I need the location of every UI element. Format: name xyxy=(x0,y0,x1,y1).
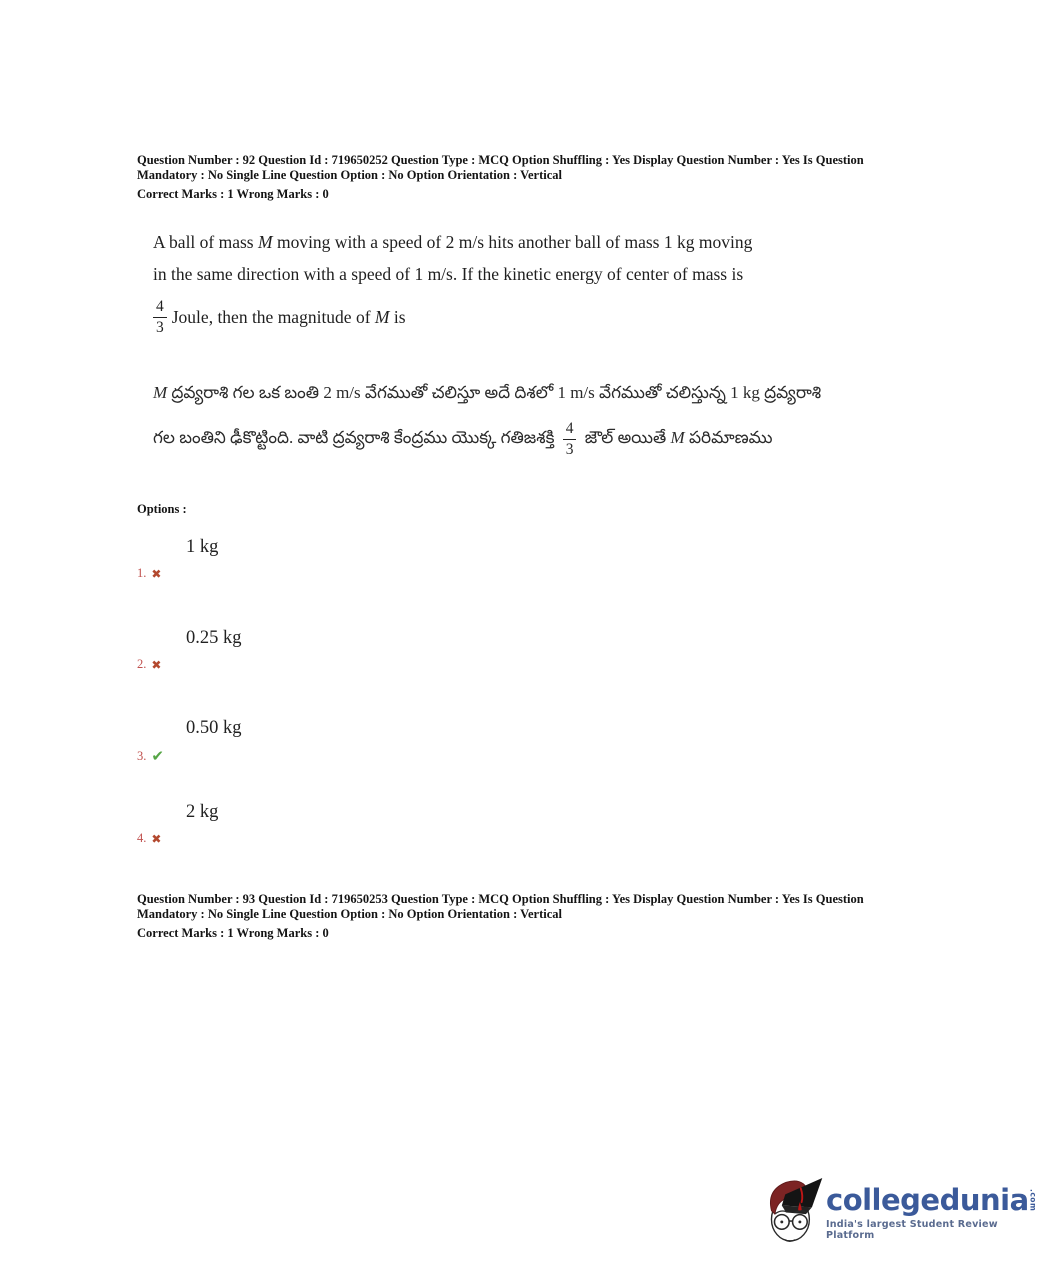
option-2-label: 0.25 kg xyxy=(186,628,242,648)
question-93-meta-line-1: Question Number : 93 Question Id : 719650253 Question Type : MCQ Option Shuffling : Yes Display Question Number : Yes Is Question xyxy=(137,892,864,906)
brand-wordmark: collegedunia xyxy=(826,1183,1029,1217)
mascot-icon xyxy=(762,1167,824,1251)
brand-tld: .com xyxy=(1028,1189,1038,1212)
wrong-mark-icon: ✖ xyxy=(151,831,162,846)
option-row-1 xyxy=(137,534,437,581)
option-row-2 xyxy=(137,625,437,672)
question-line-3: $\frac{4}{3}$ Joule, then the magnitude of M is xyxy=(153,298,833,337)
variable-m: M xyxy=(258,232,273,252)
collegedunia-logo xyxy=(762,1167,1038,1251)
question-93-marks: Correct Marks : 1 Wrong Marks : 0 xyxy=(137,926,329,940)
question-line-1: A ball of mass M moving with a speed of 2 m/s hits another ball of mass 1 kg moving xyxy=(153,232,753,252)
question-92-text-telugu: M ద్రవ్యరాశి గల ఒక బంతి 2 m/s వేగముతో చలిస్తూ అదే దిశలో 1 m/s వేగముతో చలిస్తున్న 1 kg ద్రవ్యరాశి గల బంతిని ఢీకొట్టింది. వాటి ద్రవ్యరాశి కేంద్రము యొక్క గతిజశక్తి $\frac{4}{3}$ జౌల్ అయితే M పరిమాణము xyxy=(153,383,822,458)
option-4-label: 2 kg xyxy=(186,802,219,822)
question-92-meta-line-1: Question Number : 92 Question Id : 719650252 Question Type : MCQ Option Shuffling : Yes Display Question Number : Yes Is Question xyxy=(137,153,864,167)
question-line-2: in the same direction with a speed of 1 m/s. If the kinetic energy of center of mass is xyxy=(153,264,744,284)
option-3-number: 3. xyxy=(137,748,147,763)
option-1-label: 1 kg xyxy=(186,537,219,557)
question-92-meta xyxy=(137,153,915,202)
question-93-meta-line-2: Mandatory : No Single Line Question Option : No Option Orientation : Vertical xyxy=(137,907,563,921)
question-92-marks: Correct Marks : 1 Wrong Marks : 0 xyxy=(137,187,329,201)
option-2-number: 2. xyxy=(137,657,147,671)
fraction-four-thirds: $\frac{4}{3}$ xyxy=(153,298,167,337)
wrong-mark-icon: ✖ xyxy=(151,566,162,581)
question-93-meta xyxy=(137,892,915,941)
variable-m: M xyxy=(670,428,685,447)
fraction-four-thirds: $\frac{4}{3}$ xyxy=(563,420,577,459)
options-label: Options : xyxy=(137,502,187,516)
option-row-3 xyxy=(137,715,437,765)
variable-m: M xyxy=(374,307,390,328)
option-row-4 xyxy=(137,799,437,846)
option-3-label: 0.50 kg xyxy=(186,718,242,738)
correct-mark-icon: ✔ xyxy=(151,747,164,765)
variable-m: M xyxy=(153,383,168,402)
brand-tagline: India's largest Student Review Platform xyxy=(826,1219,998,1241)
option-1-number: 1. xyxy=(137,566,147,580)
question-92-meta-line-2: Mandatory : No Single Line Question Option : No Option Orientation : Vertical xyxy=(137,168,563,182)
question-92-text-english xyxy=(153,226,833,337)
wrong-mark-icon: ✖ xyxy=(151,657,162,672)
option-4-number: 4. xyxy=(137,831,147,845)
